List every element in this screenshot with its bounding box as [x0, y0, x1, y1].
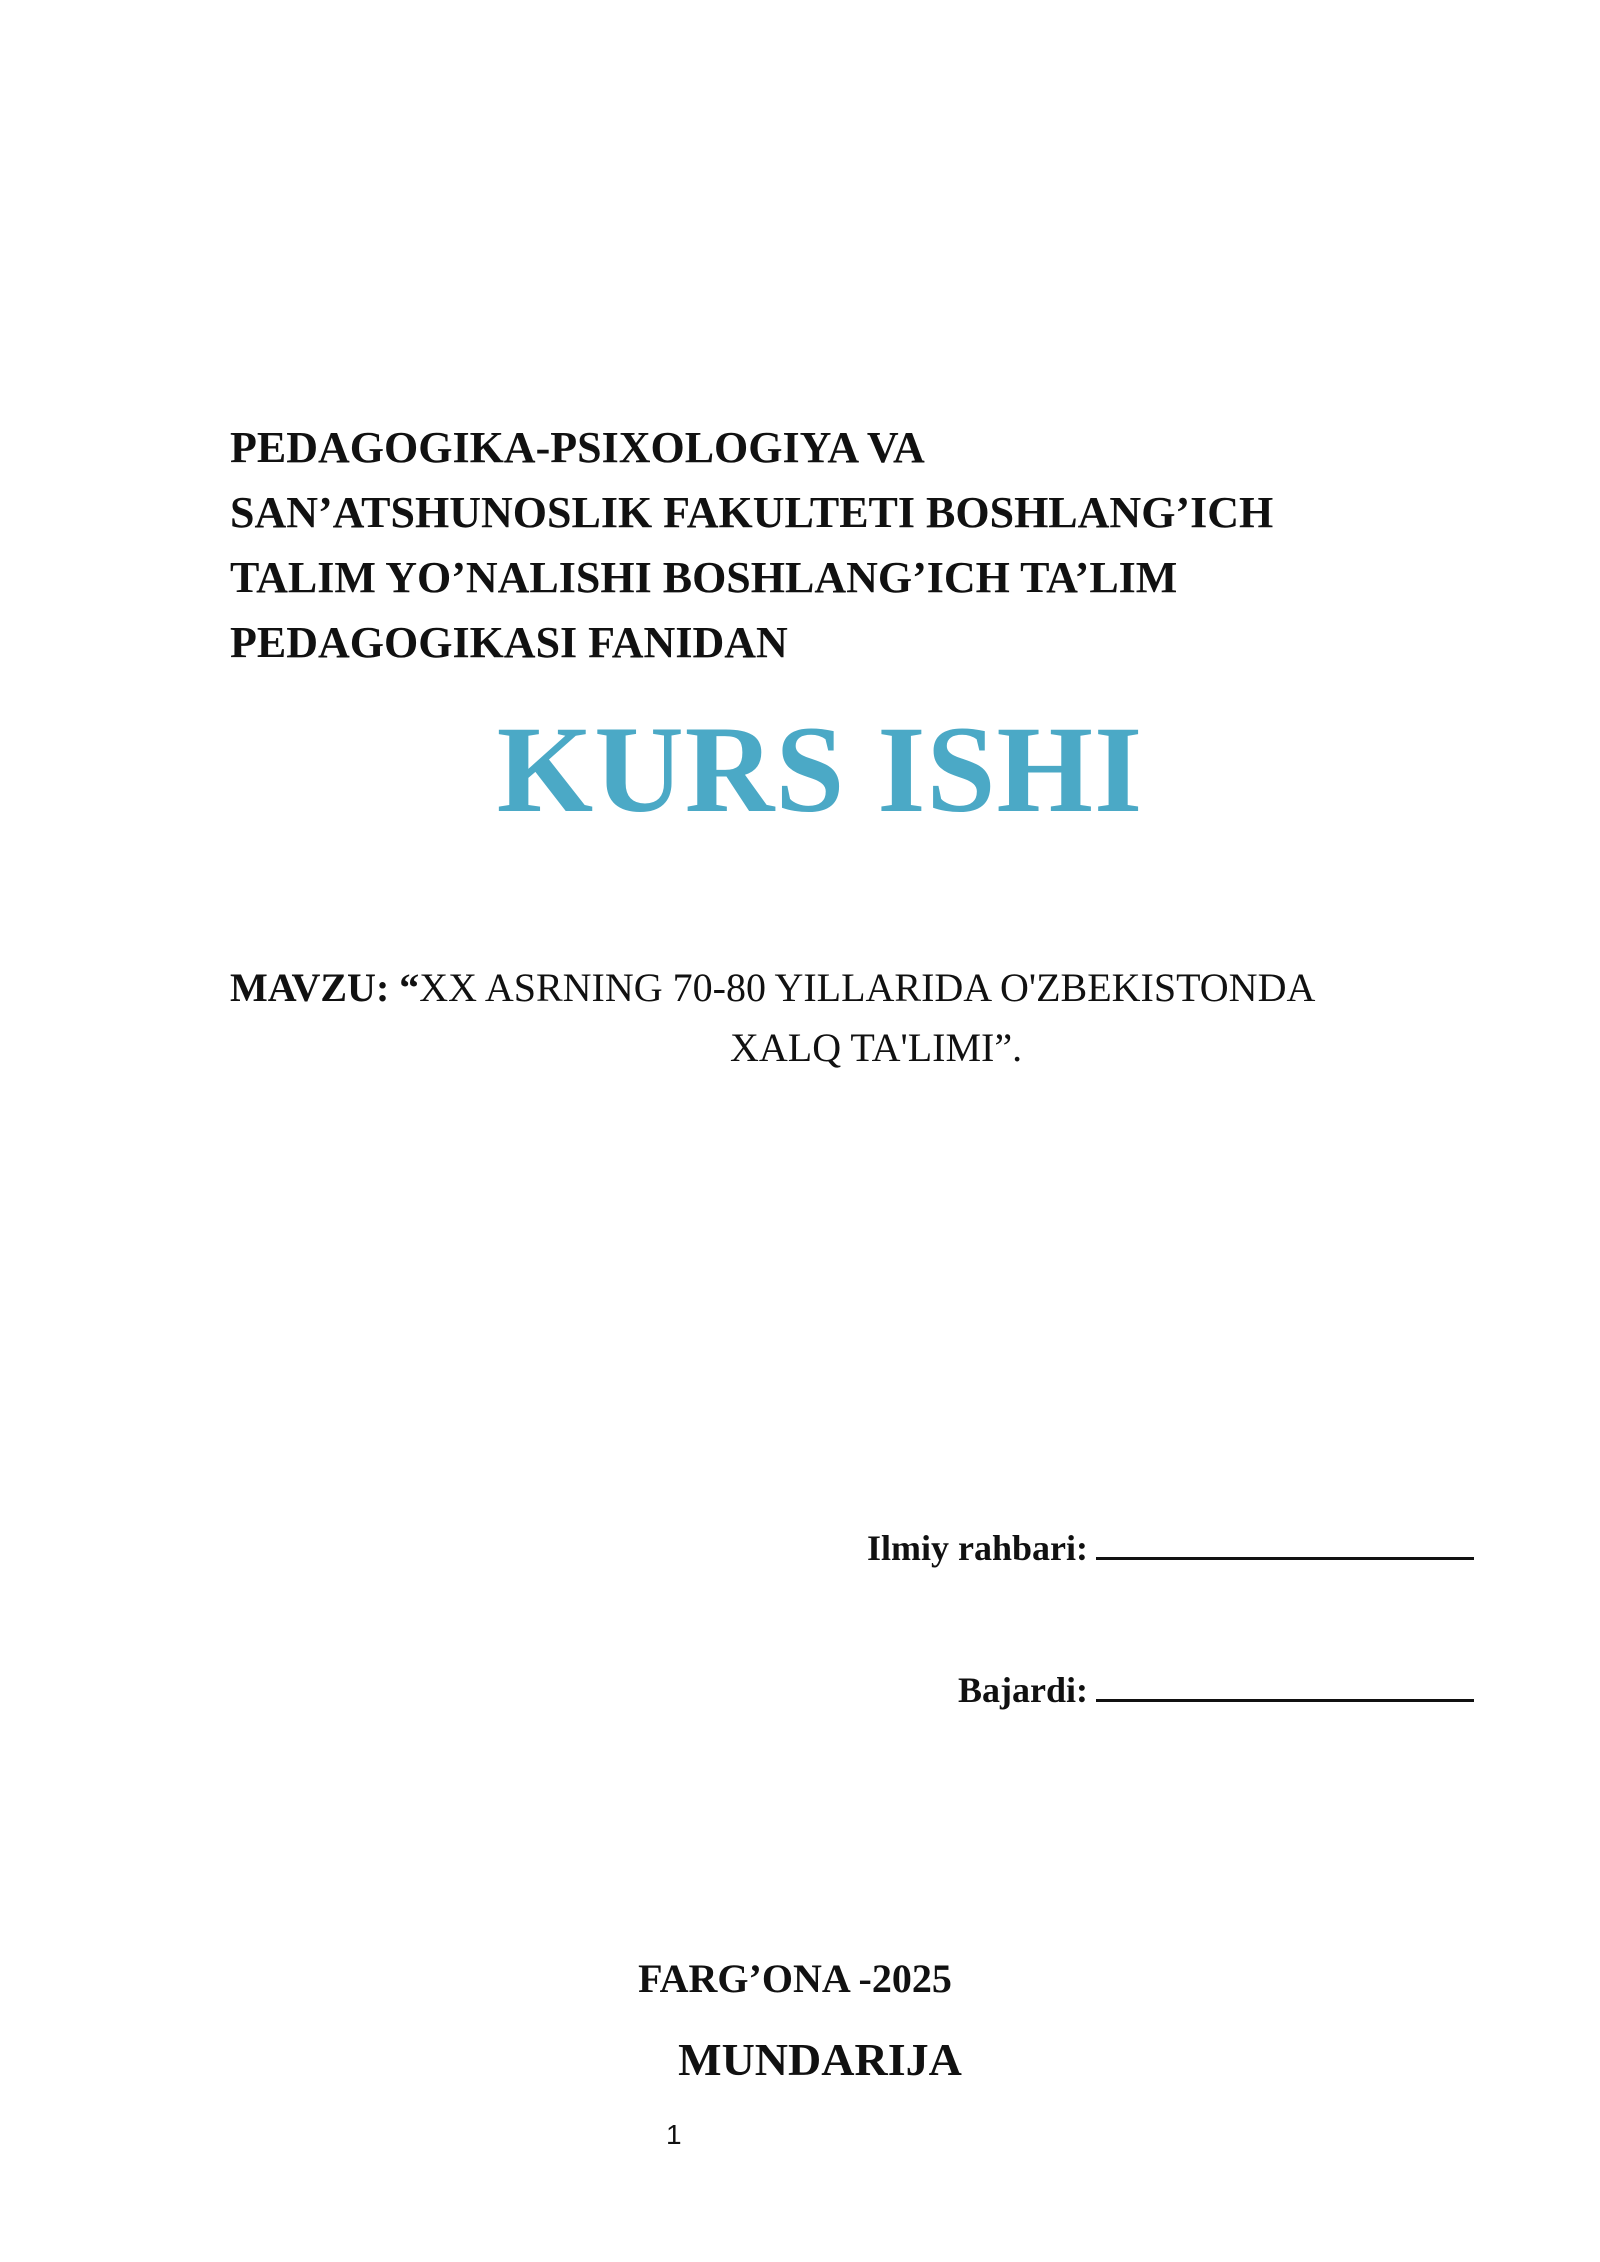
- faculty-heading-line: PEDAGOGIKA-PSIXOLOGIYA VA: [230, 423, 925, 472]
- advisor-blank-line: [1096, 1527, 1474, 1560]
- page-number: 1: [666, 2119, 682, 2150]
- topic-label: MAVZU:: [230, 965, 390, 1010]
- advisor-row: [867, 1526, 1474, 1570]
- performer-blank-line: [1096, 1669, 1474, 1702]
- advisor-label: Ilmiy rahbari:: [867, 1528, 1088, 1568]
- city-year: FARG’ONA -2025: [638, 1956, 952, 2001]
- topic-text-line-1: XX ASRNING 70-80 YILLARIDA O'ZBEKISTONDA: [419, 965, 1316, 1010]
- topic-open-quote: “: [399, 965, 420, 1010]
- topic-text-line-2: XALQ TA'LIMI”.: [730, 1025, 1023, 1070]
- document-title: KURS ISHI: [496, 701, 1144, 838]
- faculty-heading: [230, 415, 1430, 675]
- topic-line-1: [230, 958, 1430, 1018]
- contents-heading: MUNDARIJA: [678, 2034, 962, 2085]
- performer-row: [958, 1668, 1474, 1712]
- topic-block: [230, 958, 1430, 1078]
- performer-label: Bajardi:: [958, 1670, 1088, 1710]
- faculty-heading-line: PEDAGOGIKASI FANIDAN: [230, 618, 788, 667]
- faculty-heading-line: SAN’ATSHUNOSLIK FAKULTETI BOSHLANG’ICH: [230, 488, 1274, 537]
- faculty-heading-line: TALIM YO’NALISHI BOSHLANG’ICH TA’LIM: [230, 553, 1178, 602]
